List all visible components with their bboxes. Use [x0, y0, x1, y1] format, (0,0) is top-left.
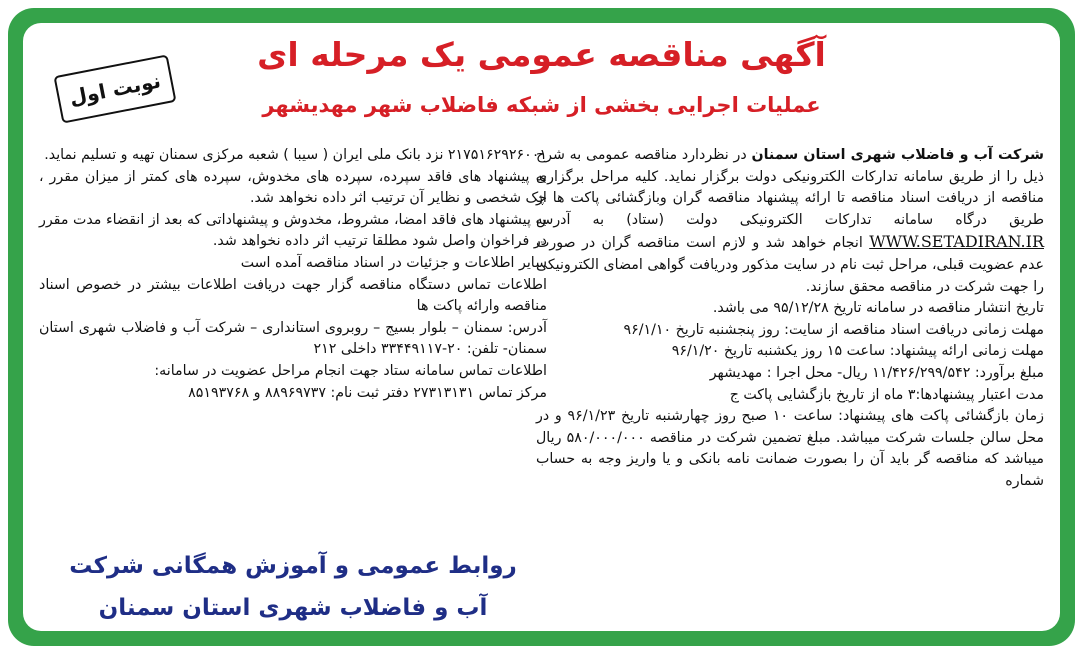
company-name: شرکت آب و فاضلاب شهری استان سمنان	[751, 147, 1044, 163]
other-info: سایر اطلاعات و جزئیات در اسناد مناقصه آمده است	[240, 254, 547, 271]
docs-deadline: مهلت زمانی دریافت اسناد مناقصه از سایت: روز پنجشنبه تاریخ ۹۶/۱/۱۰	[623, 321, 1044, 338]
intro-text: در نظردارد مناقصه عمومی به شرح ذیل را از طریق سامانه تدارکات الکترونیکی دولت برگزار نماید. کلیه مراحل برگزاری مناقصه از دریافت اسناد مناقصه تا ارائه پیشنهاد مناقصه گران وبازگشائی پاکت ها از طریق درگاه سامانه تدارکات الکترونیکی دولت (ستاد) به آدرس	[536, 147, 1044, 228]
setad-website-link[interactable]: WWW.SETADIRAN.IR	[869, 232, 1044, 252]
footer-line-2: آب و فاضلاب شهری استان سمنان	[98, 595, 488, 621]
offer-deadline: مهلت زمانی ارائه پیشنهاد: ساعت ۱۵ روز یکشنبه تاریخ ۹۶/۱/۲۰	[671, 343, 1044, 360]
right-column	[536, 145, 1044, 493]
call-center: مرکز تماس ۲۷۳۱۳۱۳۱ دفتر ثبت نام: ۸۸۹۶۹۷۳۷ و ۸۵۱۹۳۷۶۸	[188, 384, 547, 401]
ad-subtitle: عملیات اجرایی بخشی از شبکه فاضلاب شهر مهدیشهر	[262, 93, 821, 117]
contact-intro: اطلاعات تماس دستگاه مناقصه گزار جهت دریافت اطلاعات بیشتر در خصوص اسناد مناقصه وارائه پاکت ها	[39, 276, 547, 315]
account-info: ۲۱۷۵۱۶۲۹۲۶۰۰۱ نزد بانک ملی ایران ( سیبا ) شعبه مرکزی سمنان تهیه و تسلیم نماید.	[44, 147, 547, 163]
rejection-deposit: به پیشنهاد های فاقد سپرده، سپرده های مخدوش، سپرده های کمتر از میزان مقرر ، چک شخصی و نظایر آن ترتیب اثر داده نخواهد شد.	[39, 168, 547, 207]
setad-contact: اطلاعات تماس سامانه ستاد جهت انجام مراحل عضویت در سامانه:	[154, 362, 547, 379]
first-publication-badge: نوبت اول	[53, 54, 176, 123]
footer-line-1: روابط عمومی و آموزش همگانی شرکت	[69, 553, 517, 579]
ad-frame	[8, 8, 1075, 646]
validity: مدت اعتبار پیشنهادها:۳ ماه از تاریخ بازگشایی پاکت ج	[729, 386, 1044, 403]
left-column	[39, 145, 547, 404]
address: آدرس: سمنان – بلوار بسیج – روبروی استانداری – شرکت آب و فاضلاب شهری استان سمنان- تلفن: ۲۰-۳۳۴۴۹۱۱۷ داخلی ۲۱۲	[39, 319, 547, 358]
rejection-conditions: به پیشنهاد های فاقد امضا، مشروط، مخدوش و پیشنهاداتی که بعد از انقضاء مدت مقرر در فراخوان واصل شود مطلقا ترتیب اثر داده نخواهد شد.	[39, 211, 547, 250]
publish-date: تاریخ انتشار مناقصه در سامانه تاریخ ۹۵/۱۲/۲۸ می باشد.	[712, 300, 1044, 317]
ad-title: آگهی مناقصه عمومی یک مرحله ای	[257, 35, 826, 74]
intro-text-2: انجام خواهد شد و لازم است مناقصه گران در صورت عدم عضویت قبلی، مراحل ثبت نام در سایت مذکور ودریافت گواهی امضای الکترونیکی را جهت شرکت در مناقصه محقق سازند.	[536, 235, 1044, 295]
opening-info: زمان بازگشائی پاکت های پیشنهاد: ساعت ۱۰ صبح روز چهارشنبه تاریخ ۹۶/۱/۲۳ و در محل سالن جلسات شرکت میباشد. مبلغ تضمین شرکت در مناقصه ۵۸۰/۰۰۰/۰۰۰ ریال میباشد که مناقصه گر باید آن را بصورت ضمانت نامه بانکی و یا واریز وجه به حساب شماره	[536, 408, 1045, 489]
ad-body	[23, 23, 1060, 631]
intro-paragraph	[536, 145, 1044, 298]
estimate: مبلغ برآورد: ۱۱/۴۲۶/۲۹۹/۵۴۲ ریال- محل اجرا : مهدیشهر	[709, 364, 1044, 381]
